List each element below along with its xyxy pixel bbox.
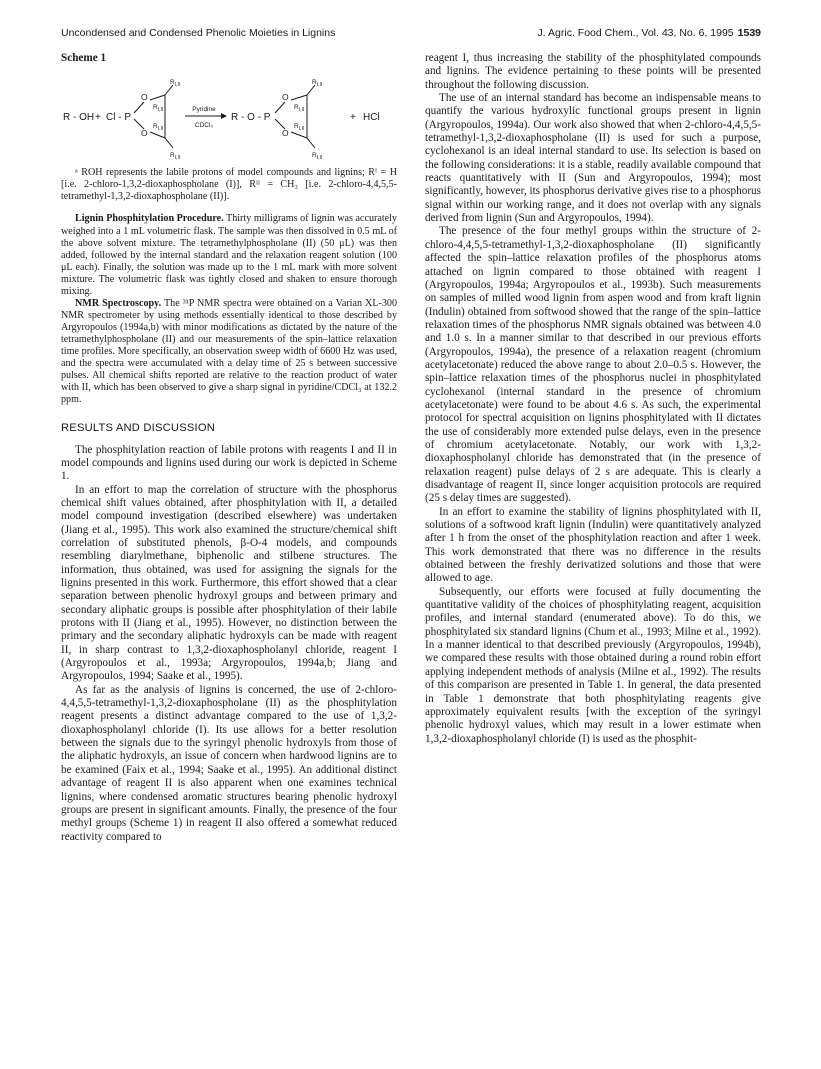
product-substituent-bottom-inner: $R_{I,II}$ [294, 123, 305, 133]
nmr-paragraph [61, 298, 397, 406]
running-header-journal [538, 27, 761, 39]
left-paragraph: The phosphitylation reaction of labile protons with reagents I and II in model compounds and lignins used during our work is depicted in Scheme 1. [61, 443, 397, 483]
plus-sign-2: + [350, 112, 356, 124]
right-paragraph: The use of an internal standard has become an indispensable means to quantify the various hydroxylic functional groups present in lignin (Argyropoulos, 1994a). Our work also showed that when 2-chloro-4,4,5,5-tetramethyl-1,3,2-dioxaphospholane (II) is used for such a purpose, cyclohexanol is an ideal internal standard to use. Its selection is based on the following considerations: it is a stable, readily available compound that reacts quantitatively with II (Sun and Argyropoulos, 1994); most significantly, however, its phosphorus derivative gives rise to a phosphorus signal within our working range, and it does not overlap with any signals derived from lignin (Sun and Argyropoulos, 1994). [425, 92, 761, 225]
left-column [61, 52, 397, 844]
substituent-bottom-inner: $R_{I,II}$ [153, 123, 164, 133]
nmr-heading: NMR Spectroscopy. [75, 297, 162, 309]
reactant-roh: R - OH [63, 112, 95, 124]
reactant-clp: Cl - P [106, 112, 131, 124]
substituent-bottom-outer: $R_{I,II}$ [170, 152, 181, 162]
dioxaphospholane-ring-reagent [134, 85, 173, 148]
nmr-text: The ³¹P NMR spectra were obtained on a Varian XL-300 NMR spectrometer by using methods essentially identical to those described by Argyropoulos (1994a,b) with minor modifications as dictated by the nature of the tetramethylphospholane (II) and our measurements of the spin–lattice relaxation time profiles. More specifically, an observation sweep width of 6600 Hz was used, and the spectra were accumulated with a delay time of 25 s between successive pulses. All chemical shifts reported are relative to the reaction product of water with II, which has been observed to give a sharp signal in pyridine/CDCl₃ at 132.2 ppm. [61, 297, 397, 406]
substituent-top-outer: $R_{I,II}$ [170, 79, 181, 89]
scheme-1-reaction-diagram [61, 69, 397, 161]
running-header-title: Uncondensed and Condensed Phenolic Moieties in Lignins [61, 27, 336, 39]
product-oxygen-top: O [282, 92, 289, 103]
procedure-text: Thirty milligrams of lignin was accurately weighed into a 1 mL volumetric flask. The sample was then dissolved in 0.5 mL of the above solvent mixture. The tetramethylphospholane (II) (50 μL) was then added, followed by the internal standard and the relaxation reagent solution (100 μL each). Finally, the solution was made up to the 1 mL mark with more solvent mixture. The volumetric flask was tightly closed and shaken to ensure thorough mixing. [61, 213, 397, 297]
section-heading-results: RESULTS AND DISCUSSION [61, 422, 216, 435]
reaction-arrow-head [221, 113, 227, 119]
scheme-footnote: ᵃ ROH represents the labile protons of model compounds and lignins; Rᴵ = H [i.e. 2-chloro-1,3,2-dioxaphospholane (I)], Rᴵᴵ = CH₃ [i.e. 2-chloro-4,4,5,5-tetramethyl-1,3,2-dioxaphospholane (II)]. [61, 167, 397, 203]
ring-oxygen-bottom: O [141, 128, 148, 139]
right-paragraph: Subsequently, our efforts were focused at fully documenting the quantitative validity of the choices of phosphitylating reagent, acquisition profiles, and internal standard (enumerated above). To do this, we phosphitylated six standard lignins (Chum et al., 1993; Milne et al., 1992). In a manner identical to that described previously (Argyropoulos, 1994b), we compared these results with those obtained during a round robin effort applying independent methods of analysis (Milne et al., 1992). The results of this comparison are presented in Table 1. In general, the data presented in Table 1 demonstrate that both phosphitylating reagents give approximately equivalent results [with the exception of the syringyl phenolic hydroxyl values, which may result in a lower estimate when 1,3,2-dioxaphospholanyl chloride (I) is used as the phosphit- [425, 585, 761, 745]
byproduct-hcl: HCl [363, 112, 380, 124]
product-oxygen-bottom: O [282, 128, 289, 139]
substituent-top-inner: $R_{I,II}$ [153, 104, 164, 114]
page-number: 1539 [737, 27, 761, 39]
procedure-paragraph [61, 213, 397, 297]
left-paragraph: In an effort to map the correlation of structure with the phosphorus chemical shift values obtained, after phosphitylation with II, a detailed model compound investigation (described elsewhere) was undertaken (Jiang et al., 1995). This work also examined the structure/chemical shift correlation of substituted phenols, β-O-4 models, and compounds resembling diarylmethane, biphenolic and stilbene structures. The information, thus obtained, was used for assigning the signals for the lignins presented in this work. Furthermore, this effort showed that a clear separation between phenolic hydroxyl groups and between primary and secondary aliphatic groups is possible after phosphitylation of their labile protons with II (Jiang et al., 1995). However, no distinction between the primary and the secondary aliphatic hydroxyls can be made with reagent II, in sharp contrast to 1,3,2-dioxaphospholanyl chloride, reagent I (Argyropoulos et al., 1993a; Argyropoulos, 1994a,b; Jiang and Argyropoulos, 1994; Saake et al., 1995). [61, 483, 397, 683]
right-column [425, 52, 761, 746]
right-paragraph: reagent I, thus increasing the stability of the phosphitylated compounds and lignins. The evidence pertaining to these points will be presented throughout the following discussion. [425, 52, 761, 91]
reagent-pyridine: Pyridine [192, 106, 216, 114]
product-substituent-bottom-outer: $R_{I,II}$ [312, 152, 323, 162]
product-substituent-top-outer: $R_{I,II}$ [312, 79, 323, 89]
dioxaphospholane-ring-product [275, 85, 315, 148]
journal-citation: J. Agric. Food Chem., Vol. 43, No. 6, 1995 [537, 27, 734, 39]
scheme-title: Scheme 1 [61, 52, 107, 64]
ring-oxygen-top: O [141, 92, 148, 103]
right-paragraph: The presence of the four methyl groups within the structure of 2-chloro-4,4,5,5-tetramethyl-1,3,2-dioxaphospholane (II) significantly affected the spin–lattice relaxation profiles of the phosphorus atoms attached on lignin compared to those obtained with reagent I (Argyropoulos, 1994a; Argyropoulos et al., 1993b). Such measurements on samples of milled wood lignin from aspen wood and from kraft lignin (Indulin) obtained from softwood showed that the range of the spin–lattice relaxation times of the phosphorus NMR signals obtained was between 4.0 and 1.0 s. In a manner similar to that described in our previous efforts (Argyropoulos, 1994a), the presence of a relaxation reagent (chromium acetylacetonate) reduced the above range to about 2.0–0.5 s. However, the spin–lattice relaxation times of the phosphorus nuclei in phosphitylated cyclohexanol (internal standard in the presence of chromium acetylacetonate) were found to be about 4.6 s. As such, the experimental protocol for spectral acquisition on lignins phosphitylated with II dictates the use of considerably more extended pulse delays, even in the presence of chromium acetylacetonate. Notably, our work with 1,3,2-dioxaphospholanyl chloride has demonstrated that (in the presence of relaxation reagent) pulse delays of 2 s are adequate. This is clearly a disadvantage of reagent II, since longer acquisition protocols are required (25 s delay times are suggested). [425, 225, 761, 505]
left-paragraph: As far as the analysis of lignins is concerned, the use of 2-chloro-4,4,5,5-tetramethyl-1,3,2-dioxaphospholane (II) as the phosphitylation reagent presents a distinct advantage compared to the use of 1,3,2-dioxaphospholanyl chloride (I). Its use allows for a better resolution between the signals due to the syringyl phenolic hydroxyls from those of the aliphatic hydroxyls, an issue of concern when hardwood lignins are to be examined (Faix et al., 1994; Saake et al., 1995). An additional distinct advantage of reagent II is also apparent when one examines technical lignins, where condensed aromatic structures bearing phenolic hydroxyl groups are present in significant amounts. Finally, the presence of the four methyl groups (Scheme 1) in reagent II also offered a somewhat reduced reactivity compared to [61, 683, 397, 843]
product-substituent-top-inner: $R_{I,II}$ [294, 104, 305, 114]
product-rop: R - O - P [231, 112, 271, 124]
solvent-cdcl3: CDCl₃ [194, 122, 214, 130]
procedure-heading: Lignin Phosphitylation Procedure. [75, 213, 224, 225]
right-paragraph: In an effort to examine the stability of lignins phosphitylated with II, solutions of a softwood kraft lignin (Indulin) were quantitatively analyzed after 1 h from the onset of the phosphitylation reaction and after 1 week. This work demonstrated that there was no difference in the results obtained between the freshly derivatized solutions and those that were allowed to age. [425, 505, 761, 585]
plus-sign-1: + [95, 112, 101, 124]
